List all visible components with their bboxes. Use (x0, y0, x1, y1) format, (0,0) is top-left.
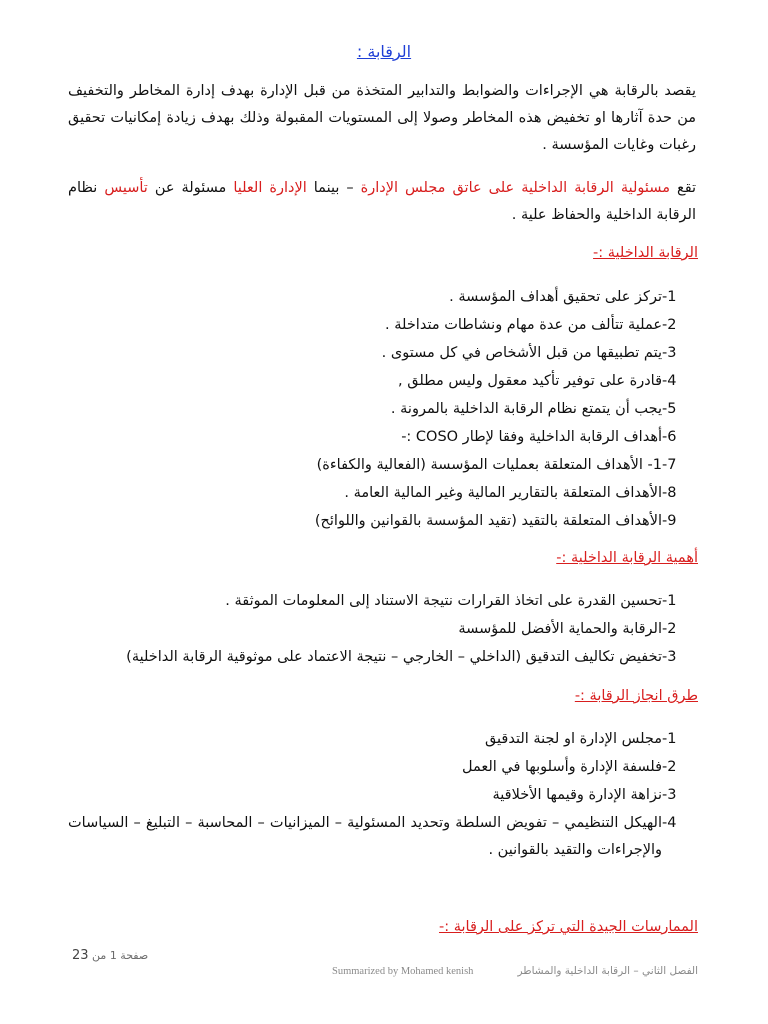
list-item (68, 644, 696, 672)
list-item (68, 480, 696, 508)
item-number: -4 (662, 373, 677, 389)
item-text: تركز على تحقيق أهداف المؤسسة . (449, 289, 662, 305)
item-text: قادرة على توفير تأكيد معقول وليس مطلق , (398, 373, 662, 389)
senior-management-text: الإدارة العليا (233, 180, 307, 196)
item-text: الهيكل التنظيمي – تفويض السلطة وتحديد المسئولية – الميزانيات – المحاسبة – التبليغ – السياسات والإجراءات والتقيد بالقوانين . (68, 815, 662, 858)
page-number (72, 948, 148, 963)
list-item (68, 726, 696, 754)
item-number: -1 (662, 593, 677, 609)
item-number: -6 (662, 429, 677, 445)
item-text: يجب أن يتمتع نظام الرقابة الداخلية بالمرونة . (390, 401, 662, 417)
internal-control-heading: الرقابة الداخلية :- (593, 245, 698, 261)
intro-paragraph: يقصد بالرقابة هي الإجراءات والضوابط والتدابير المتخذة من قبل الإدارة بهدف إدارة المخاطر والتخفيف من حدة آثارها او تخفيض هذه المخاطر وصولا إلى المستويات المقبولة وذلك بهدف زيادة إمكانيات تحقيق رغبات وغايات المؤسسة . (68, 83, 696, 153)
list-item (68, 312, 696, 340)
item-number: -3 (662, 649, 677, 665)
page-number-total: 23 (72, 948, 89, 963)
internal-control-list (68, 284, 696, 536)
list-item (68, 340, 696, 368)
methods-list (68, 726, 696, 868)
item-number: -1 (662, 731, 677, 747)
item-number: -3 (662, 345, 677, 361)
responsibility-paragraph (68, 175, 696, 229)
list-item (68, 508, 696, 536)
board-responsibility-text: مسئولية الرقابة الداخلية على عاتق مجلس الإدارة (360, 180, 670, 196)
methods-heading: طرق انجاز الرقابة :- (574, 688, 698, 704)
item-number: -2 (662, 621, 677, 637)
item-text: 1- الأهداف المتعلقة بعمليات المؤسسة (الفعالية والكفاءة) (316, 457, 662, 473)
responsibility-text-3: مسئولة عن (154, 180, 227, 196)
item-number: -9 (662, 513, 677, 529)
establishment-text: تأسيس (104, 180, 148, 196)
item-text: نزاهة الإدارة وقيمها الأخلاقية (492, 787, 662, 803)
list-item (68, 754, 696, 782)
importance-list (68, 588, 696, 672)
item-text: تحسين القدرة على اتخاذ القرارات نتيجة الاستناد إلى المعلومات الموثقة . (225, 593, 662, 609)
list-item (68, 616, 696, 644)
item-text: فلسفة الإدارة وأسلوبها في العمل (461, 759, 662, 775)
chapter-footer: الفصل الثاني – الرقابة الداخلية والمشاطر (517, 965, 698, 977)
list-item (68, 810, 696, 868)
best-practices-heading: الممارسات الجيدة التي تركز على الرقابة :- (438, 919, 698, 935)
item-number: -3 (662, 787, 677, 803)
list-item (68, 396, 696, 424)
item-number: -7 (662, 457, 677, 473)
page-number-label: صفحة 1 من (92, 949, 149, 962)
item-number: -8 (662, 485, 677, 501)
page-title: الرقابة : (356, 42, 412, 61)
item-number: -1 (662, 289, 677, 305)
responsibility-text-1: تقع (676, 180, 697, 196)
responsibility-text-4: نظام الرقابة الداخلية والحفاظ علية . (68, 180, 696, 223)
list-item (68, 424, 696, 452)
item-text: الرقابة والحماية الأفضل للمؤسسة (458, 621, 662, 637)
item-text: الأهداف المتعلقة بالتقيد (تقيد المؤسسة بالقوانين واللوائح) (314, 513, 662, 529)
importance-heading: أهمية الرقابة الداخلية :- (556, 550, 698, 566)
item-text: أهداف الرقابة الداخلية وفقا لإطار COSO :- (401, 429, 662, 445)
item-number: -4 (662, 815, 677, 831)
list-item (68, 368, 696, 396)
item-number: -2 (662, 759, 677, 775)
list-item (68, 588, 696, 616)
list-item (68, 284, 696, 312)
item-text: تخفيض تكاليف التدقيق (الداخلي – الخارجي – نتيجة الاعتماد على موثوقية الرقابة الداخلية) (126, 649, 662, 665)
item-text: الأهداف المتعلقة بالتقارير المالية وغير المالية العامة . (344, 485, 662, 501)
list-item (68, 452, 696, 480)
list-item (68, 782, 696, 810)
item-text: عملية تتألف من عدة مهام ونشاطات متداخلة . (385, 317, 662, 333)
author-credit: Summarized by Mohamed kenish (332, 966, 474, 977)
item-text: يتم تطبيقها من قبل الأشخاص في كل مستوى . (381, 345, 662, 361)
item-number: -5 (662, 401, 677, 417)
item-text: مجلس الإدارة او لجنة التدقيق (484, 731, 662, 747)
responsibility-text-2: – بينما (313, 180, 354, 196)
item-number: -2 (662, 317, 677, 333)
